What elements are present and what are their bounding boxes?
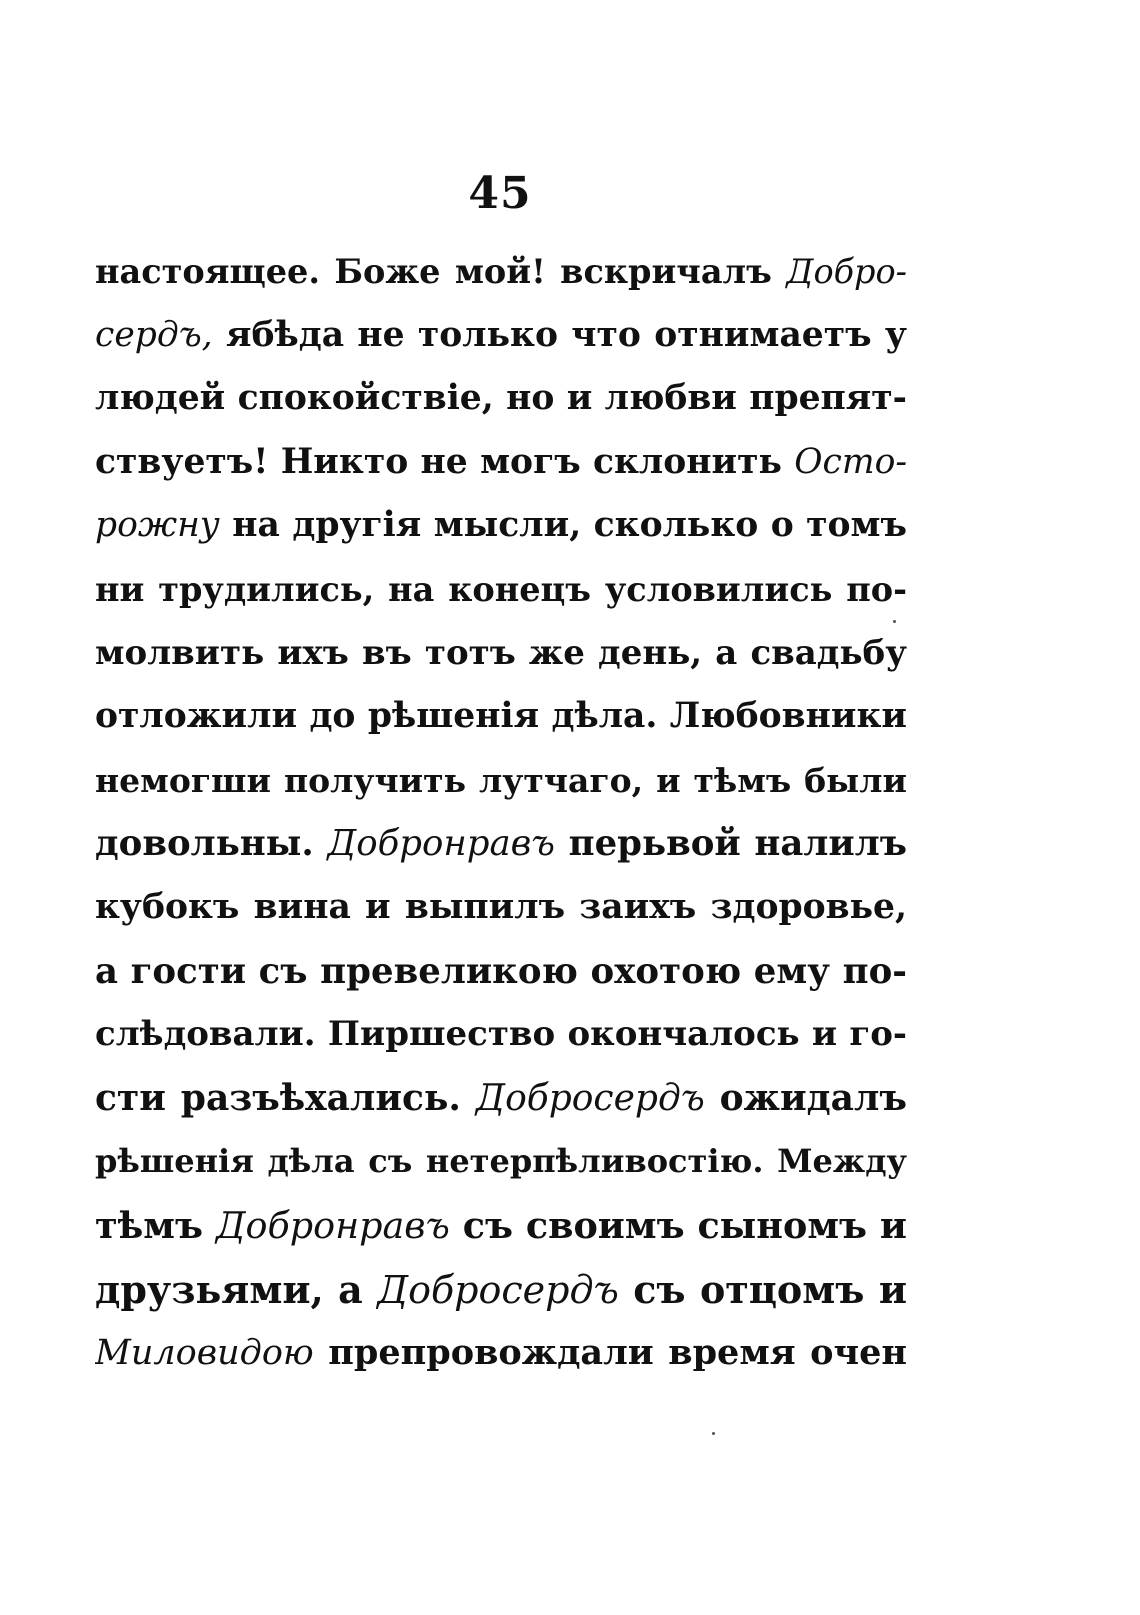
text-segment: ни трудились, на конецъ условились по- <box>95 569 907 609</box>
text-segment: съ отцомъ и <box>618 1266 907 1312</box>
text-line <box>95 812 907 876</box>
text-segment: рѣшенія дѣла съ нетерпѣливостію. Между <box>95 1142 907 1181</box>
print-speck <box>893 620 896 623</box>
text-line <box>95 1194 907 1258</box>
italic-name: сердъ, <box>95 314 213 355</box>
text-segment: а гости съ превеликою охотою ему по- <box>95 950 907 992</box>
text-line <box>95 1003 907 1067</box>
text-line <box>95 304 907 368</box>
italic-name: Добро- <box>786 252 907 291</box>
body-text <box>95 240 907 1385</box>
text-segment: молвить ихъ въ тотъ же день, а свадьбу <box>95 632 907 673</box>
text-segment: сти разъѣхались. <box>95 1076 476 1119</box>
text-line <box>95 1067 907 1131</box>
text-segment: тѣмъ <box>95 1203 216 1247</box>
italic-name: Добросердъ <box>377 1267 619 1312</box>
italic-name: Добронравъ <box>327 823 555 865</box>
text-line <box>95 1258 907 1322</box>
text-segment: перьвой налилъ <box>554 823 907 865</box>
text-segment: на другія мысли, сколько о томъ <box>219 505 907 546</box>
text-line <box>95 749 907 813</box>
text-segment: довольны. <box>95 823 328 865</box>
text-line <box>95 940 907 1004</box>
text-line <box>95 367 907 431</box>
text-segment: слѣдовали. Пиршество окончалось и го- <box>95 1014 907 1055</box>
text-segment: настоящее. Боже мой! вскричалъ <box>95 252 787 291</box>
page-number: 45 <box>468 168 532 219</box>
italic-name: Добросердъ <box>475 1077 705 1119</box>
text-segment: препровождали время очен <box>313 1332 907 1374</box>
text-line <box>95 558 907 622</box>
text-line <box>95 622 907 686</box>
text-segment: кубокъ вина и выпилъ заихъ здоровье, <box>95 886 907 927</box>
text-segment: немогши получить лутчаго, и тѣмъ были <box>95 760 907 800</box>
italic-name: Добронравъ <box>215 1203 450 1247</box>
text-segment: ябѣда не только что отнимаетъ у <box>212 314 907 355</box>
text-line <box>95 1130 907 1194</box>
text-segment: ожидалъ <box>704 1076 907 1119</box>
text-segment: отложили до рѣшенія дѣла. Любовники <box>95 696 907 737</box>
text-segment: людей спокойствіе, но и любви препят- <box>95 378 907 419</box>
text-segment: ствуетъ! Никто не могъ склонить <box>95 441 795 482</box>
italic-name: Миловидою <box>95 1333 314 1374</box>
italic-name: рожну <box>95 505 220 546</box>
text-segment: друзьями, а <box>95 1266 378 1312</box>
italic-name: Осто- <box>794 441 907 482</box>
print-speck <box>712 1432 715 1435</box>
text-segment: съ своимъ сыномъ и <box>449 1203 907 1247</box>
text-line <box>95 685 907 749</box>
text-line <box>95 240 907 304</box>
text-line <box>95 431 907 495</box>
text-line <box>95 494 907 558</box>
text-line <box>95 1321 907 1385</box>
text-line <box>95 876 907 940</box>
